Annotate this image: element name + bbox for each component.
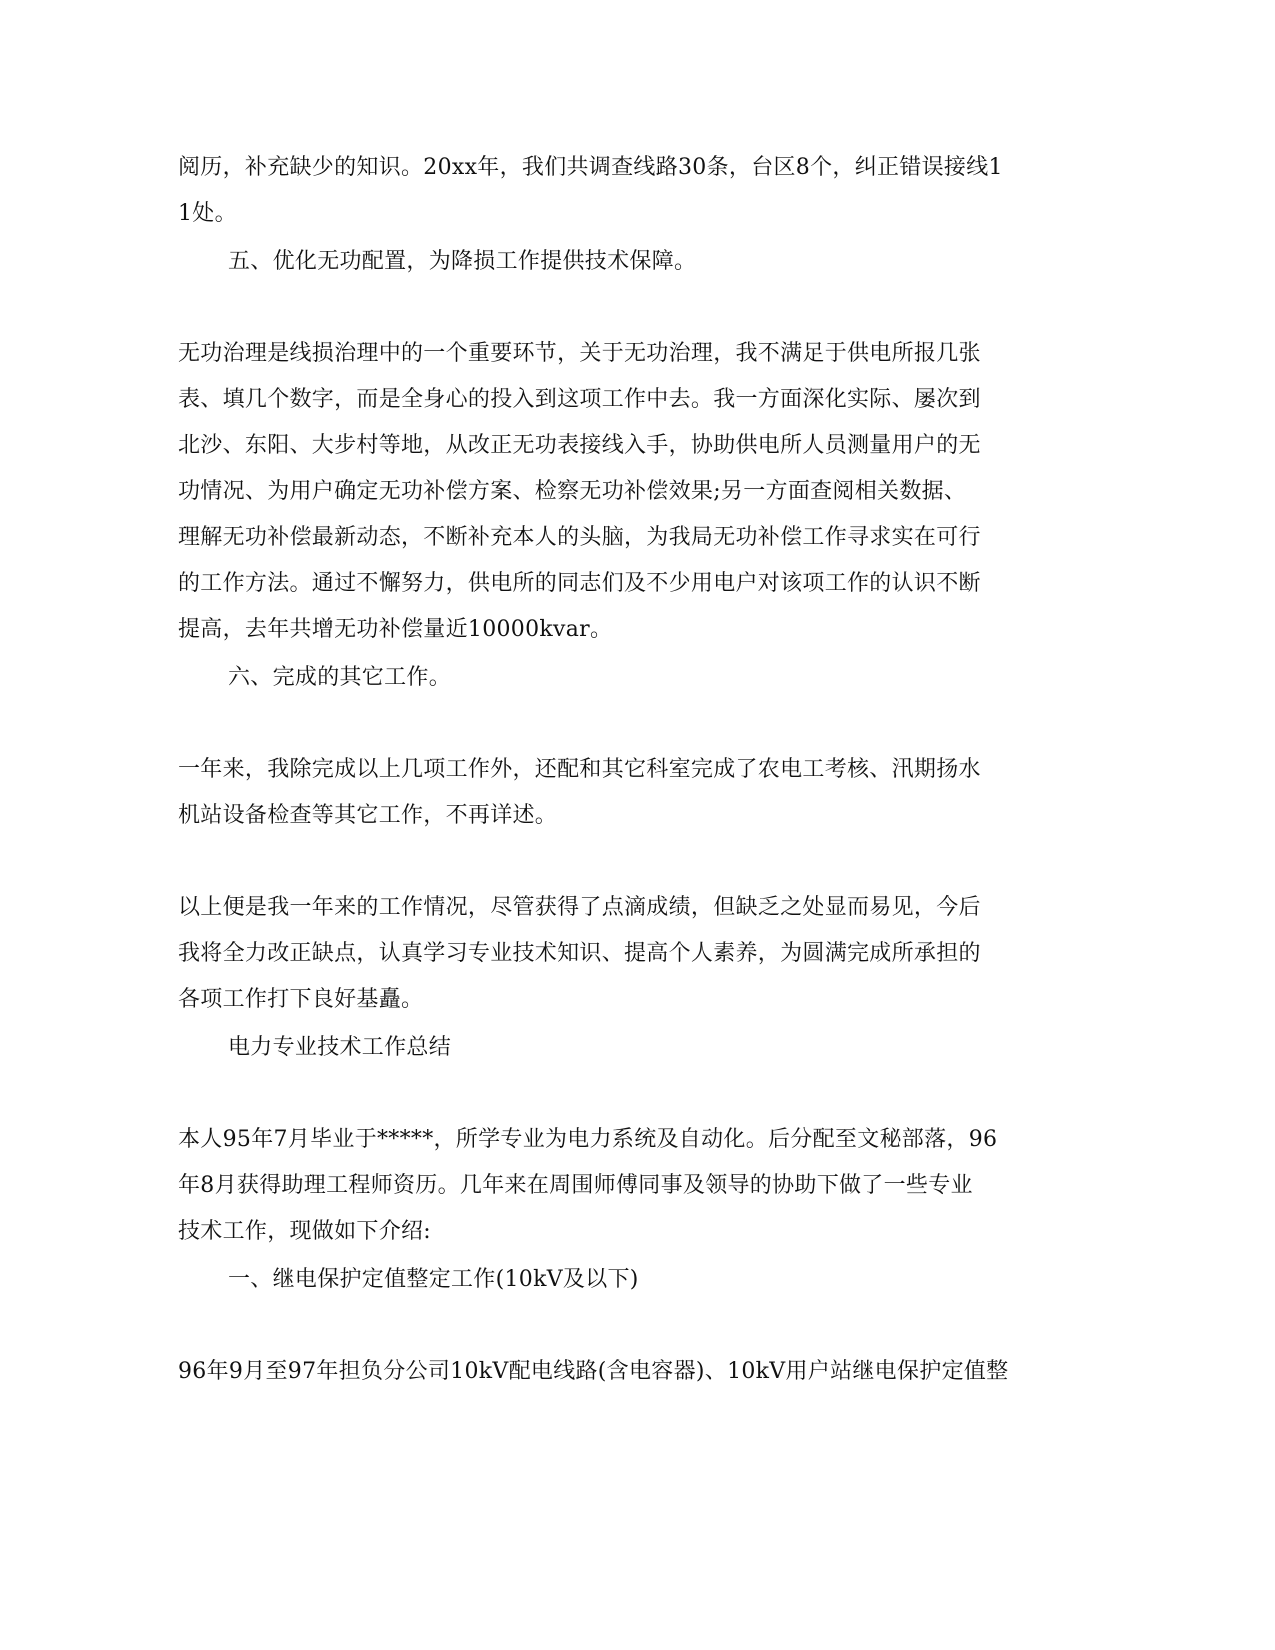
body-text-line: 本人95年7月毕业于*****，所学专业为电力系统及自动化。后分配至文秘部落，96 <box>178 1127 998 1152</box>
section-heading: 五、优化无功配置，为降损工作提供技术保障。 <box>228 249 697 274</box>
section-heading: 六、完成的其它工作。 <box>228 665 452 690</box>
body-text-line: 提高，去年共增无功补偿量近10000kvar。 <box>178 617 613 642</box>
body-text-line: 功情况、为用户确定无功补偿方案、检察无功补偿效果;另一方面查阅相关数据、 <box>178 479 967 504</box>
body-text-line: 年8月获得助理工程师资历。几年来在周围师傅同事及领导的协助下做了一些专业 <box>178 1173 973 1198</box>
body-text-line: 无功治理是线损治理中的一个重要环节，关于无功治理，我不满足于供电所报几张 <box>178 341 981 366</box>
body-text-line: 各项工作打下良好基矗。 <box>178 987 424 1012</box>
section-heading: 一、继电保护定值整定工作(10kV及以下) <box>228 1267 639 1292</box>
body-text-line: 表、填几个数字，而是全身心的投入到这项工作中去。我一方面深化实际、屡次到 <box>178 387 981 412</box>
body-text-line: 理解无功补偿最新动态，不断补充本人的头脑，为我局无功补偿工作寻求实在可行 <box>178 525 981 550</box>
body-text-line: 阅历，补充缺少的知识。20xx年，我们共调查线路30条，台区8个，纠正错误接线1 <box>178 155 1003 180</box>
body-text-line: 北沙、东阳、大步村等地，从改正无功表接线入手，协助供电所人员测量用户的无 <box>178 433 981 458</box>
document-title: 电力专业技术工作总结 <box>228 1035 452 1060</box>
body-text-line: 技术工作，现做如下介绍: <box>178 1219 432 1244</box>
body-text-line: 一年来，我除完成以上几项工作外，还配和其它科室完成了农电工考核、汛期扬水 <box>178 757 981 782</box>
body-text-line: 1处。 <box>178 201 237 226</box>
body-text-line: 以上便是我一年来的工作情况，尽管获得了点滴成绩，但缺乏之处显而易见，今后 <box>178 895 981 920</box>
body-text-line: 机站设备检查等其它工作，不再详述。 <box>178 803 558 828</box>
body-text-line: 的工作方法。通过不懈努力，供电所的同志们及不少用电户对该项工作的认识不断 <box>178 571 981 596</box>
body-text-line: 96年9月至97年担负分公司10kV配电线路(含电容器)、10kV用户站继电保护定值整 <box>178 1359 1009 1384</box>
body-text-line: 我将全力改正缺点，认真学习专业技术知识、提高个人素养，为圆满完成所承担的 <box>178 941 981 966</box>
